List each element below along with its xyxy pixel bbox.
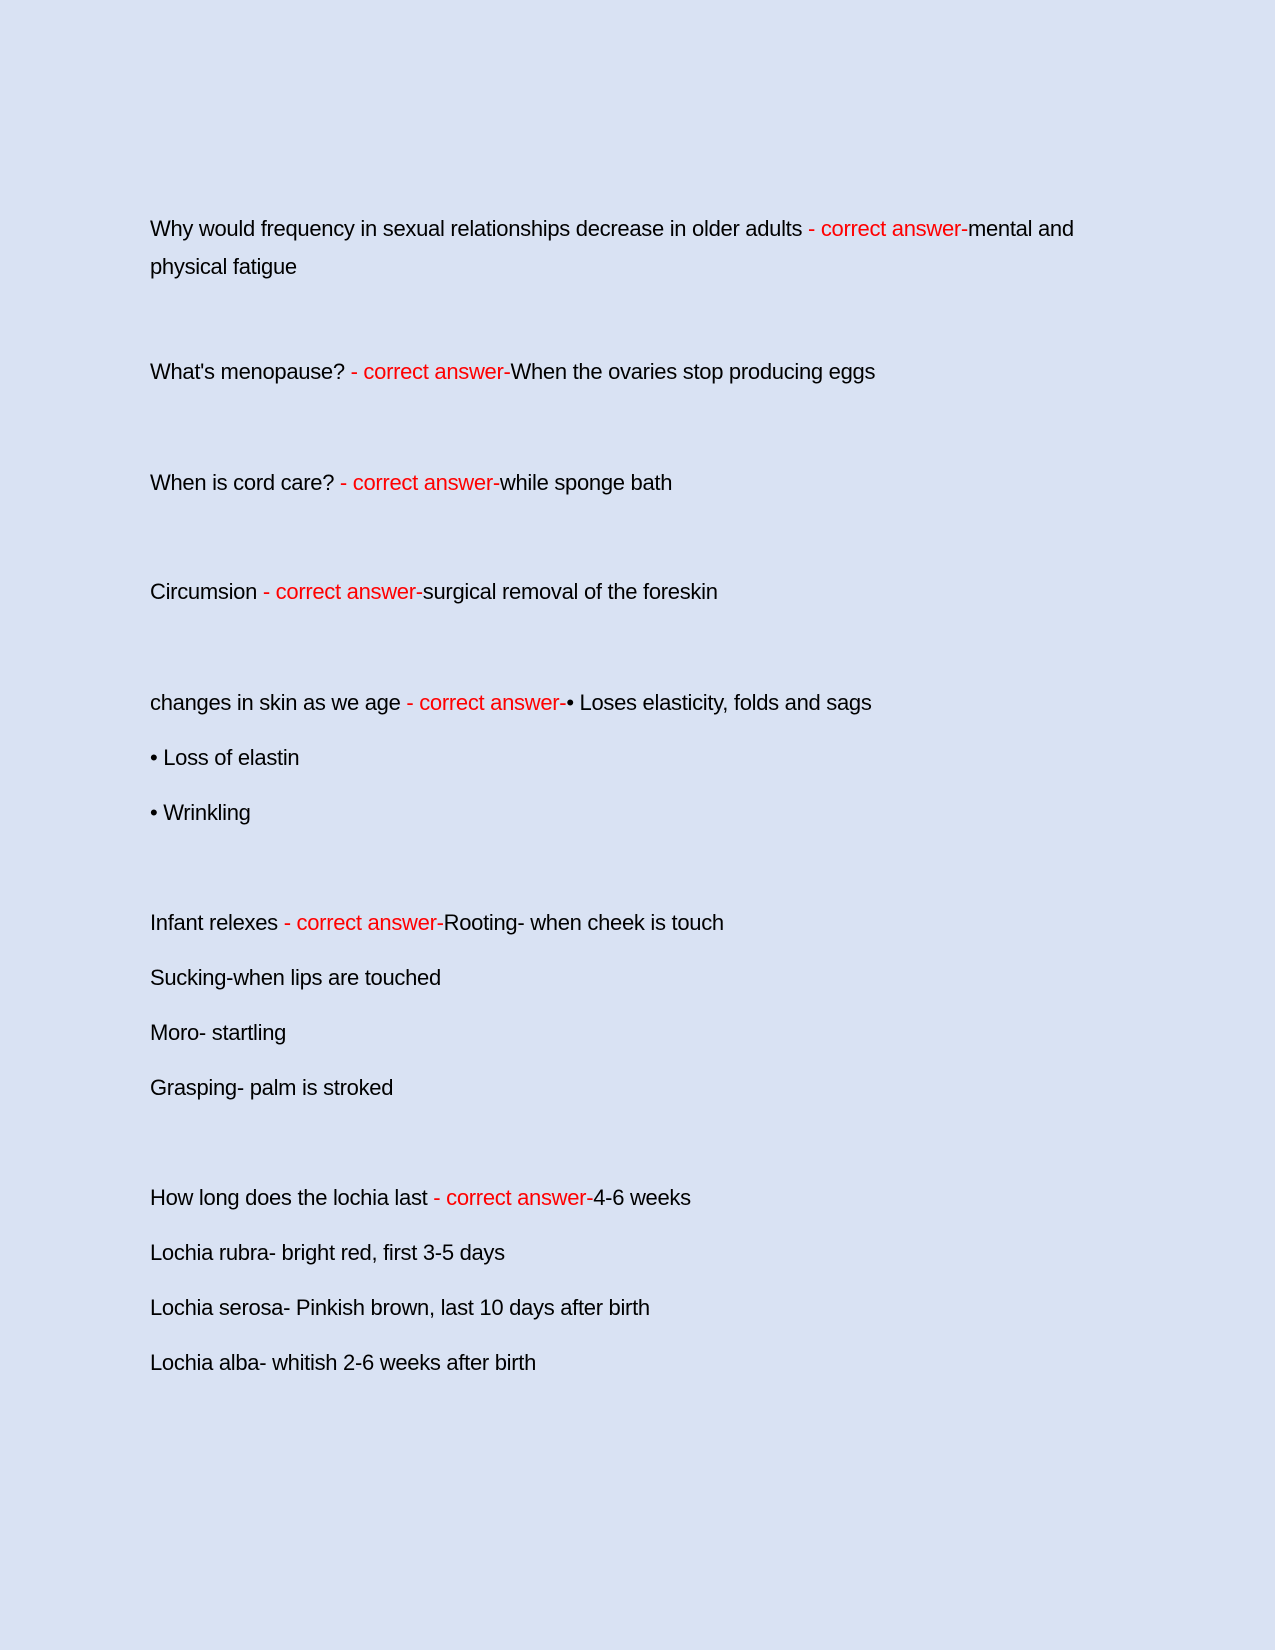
answer-separator: - correct answer- [427,1185,594,1210]
answer-separator: - correct answer- [334,470,500,495]
answer: 4-6 weeks [593,1185,691,1210]
card-line [150,1184,1090,1239]
answer-separator: - correct answer- [257,579,423,604]
card-line [150,578,1090,633]
answer-line: Lochia serosa- Pinkish brown, last 10 days after birth [150,1295,650,1320]
question: What's menopause? [150,359,345,384]
flashcard [150,210,1090,286]
answer-separator: - correct answer- [400,690,567,715]
answer-line: Moro- startling [150,1020,287,1045]
answer-line: Sucking-when lips are touched [150,965,441,990]
answer-separator: - correct answer- [277,910,444,935]
flashcard [150,578,1090,633]
flashcard [150,358,1090,413]
card-line [150,909,1090,964]
card-line [150,689,1090,744]
answer: When the ovaries stop producing eggs [510,359,876,384]
question: Why would frequency in sexual relationships decrease in older adults [150,216,803,241]
answer-line: Lochia alba- whitish 2-6 weeks after birth [150,1350,537,1375]
answer: while sponge bath [499,470,673,495]
answer-separator: - correct answer- [802,216,968,241]
flashcard [150,469,1090,524]
flashcard [150,909,1090,1129]
question: When is cord care? [150,470,335,495]
question: Circumsion [150,579,258,604]
answer-line: Lochia rubra- bright red, first 3-5 days [150,1240,505,1265]
card-line [150,358,1090,413]
answer-separator: - correct answer- [344,359,511,384]
flashcard [150,1184,1090,1404]
answer: Rooting- when cheek is touch [443,910,724,935]
question: Infant relexes [150,910,278,935]
question: changes in skin as we age [150,690,401,715]
flashcard [150,689,1090,854]
answer-line: • Loss of elastin [150,745,300,770]
answer-line: Grasping- palm is stroked [150,1075,394,1100]
answer: • Loses elasticity, folds and sags [566,690,872,715]
answer: surgical removal of the foreskin [422,579,718,604]
card-line [150,210,1090,286]
answer: mental and physical fatigue [150,216,1074,279]
card-line [150,469,1090,524]
question: How long does the lochia last [150,1185,428,1210]
answer-line: • Wrinkling [150,800,251,825]
